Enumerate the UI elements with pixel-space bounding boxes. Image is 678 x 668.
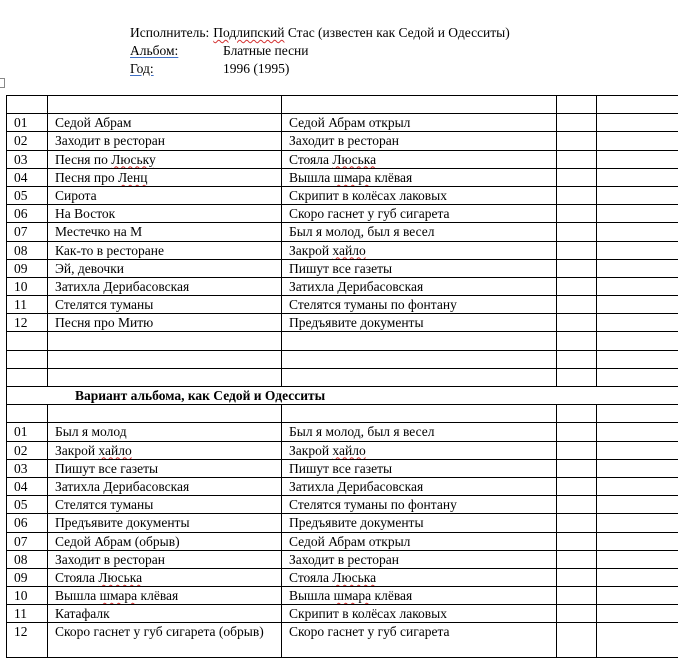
cell-extra bbox=[557, 259, 597, 277]
cell-title bbox=[48, 368, 282, 386]
track-number: 09 bbox=[7, 568, 48, 586]
table-row bbox=[7, 623, 678, 658]
cell-extra bbox=[557, 96, 597, 114]
track-number: 06 bbox=[7, 514, 48, 532]
document-header bbox=[130, 24, 510, 78]
cell-extra bbox=[597, 623, 678, 658]
table-row bbox=[7, 150, 678, 168]
table-row bbox=[7, 587, 678, 605]
cell-num bbox=[7, 350, 48, 368]
cell-extra bbox=[557, 441, 597, 459]
table-row bbox=[7, 314, 678, 332]
cell-extra bbox=[597, 350, 678, 368]
cell-extra bbox=[557, 568, 597, 586]
table-row bbox=[7, 387, 678, 405]
cell-extra bbox=[597, 459, 678, 477]
table-row bbox=[7, 223, 678, 241]
cell-extra bbox=[597, 205, 678, 223]
track-title: На Восток bbox=[48, 205, 282, 223]
table-row bbox=[7, 277, 678, 295]
track-title: Сирота bbox=[48, 186, 282, 204]
cell-extra bbox=[597, 277, 678, 295]
year-label: Год: bbox=[130, 61, 154, 76]
table-row bbox=[7, 296, 678, 314]
table-row bbox=[7, 441, 678, 459]
section-title: Вариант альбома, как Седой и Одесситы bbox=[7, 387, 678, 405]
track-first-line: Был я молод, был я весел bbox=[282, 223, 557, 241]
cell-extra bbox=[597, 477, 678, 495]
track-title: Как-то в ресторане bbox=[48, 241, 282, 259]
cell-extra bbox=[597, 314, 678, 332]
year-value: 1996 (1995) bbox=[223, 61, 290, 76]
track-title: Закрой хайло bbox=[48, 441, 282, 459]
track-first-line: Скоро гаснет у губ сигарета bbox=[282, 205, 557, 223]
cell-extra bbox=[597, 296, 678, 314]
cell-extra bbox=[597, 550, 678, 568]
cell-extra bbox=[557, 532, 597, 550]
track-first-line: Затихла Дерибасовская bbox=[282, 477, 557, 495]
track-title: Предъявите документы bbox=[48, 514, 282, 532]
track-number: 03 bbox=[7, 150, 48, 168]
cell-extra bbox=[597, 96, 678, 114]
track-number: 12 bbox=[7, 314, 48, 332]
track-first-line: Седой Абрам открыл bbox=[282, 532, 557, 550]
cell-first-line bbox=[282, 405, 557, 423]
cell-extra bbox=[557, 186, 597, 204]
track-number: 05 bbox=[7, 496, 48, 514]
tracklist-table bbox=[6, 95, 678, 658]
table-row bbox=[7, 96, 678, 114]
track-first-line: Стояла Люська bbox=[282, 150, 557, 168]
table-row bbox=[7, 514, 678, 532]
track-number: 08 bbox=[7, 550, 48, 568]
cell-extra bbox=[597, 168, 678, 186]
track-number: 04 bbox=[7, 477, 48, 495]
track-number: 11 bbox=[7, 605, 48, 623]
track-title: Песня по Люську bbox=[48, 150, 282, 168]
cell-extra bbox=[597, 532, 678, 550]
track-first-line: Вышла шмара клёвая bbox=[282, 168, 557, 186]
track-number: 02 bbox=[7, 441, 48, 459]
track-number: 03 bbox=[7, 459, 48, 477]
track-first-line: Скрипит в колёсах лаковых bbox=[282, 186, 557, 204]
cell-extra bbox=[597, 114, 678, 132]
album-line bbox=[130, 42, 510, 60]
cell-title bbox=[48, 96, 282, 114]
track-first-line: Седой Абрам открыл bbox=[282, 114, 557, 132]
cell-extra bbox=[557, 587, 597, 605]
track-first-line: Затихла Дерибасовская bbox=[282, 277, 557, 295]
track-first-line: Скрипит в колёсах лаковых bbox=[282, 605, 557, 623]
cell-first-line bbox=[282, 96, 557, 114]
cell-title bbox=[48, 332, 282, 350]
track-number: 11 bbox=[7, 296, 48, 314]
album-value: Блатные песни bbox=[223, 43, 309, 58]
track-number: 05 bbox=[7, 186, 48, 204]
cell-extra bbox=[557, 550, 597, 568]
cell-extra bbox=[557, 132, 597, 150]
track-title: Песня про Митю bbox=[48, 314, 282, 332]
cell-extra bbox=[557, 241, 597, 259]
table-row bbox=[7, 114, 678, 132]
track-title: Седой Абрам (обрыв) bbox=[48, 532, 282, 550]
track-number: 01 bbox=[7, 423, 48, 441]
cell-extra bbox=[557, 205, 597, 223]
cell-title bbox=[48, 405, 282, 423]
track-title: Затихла Дерибасовская bbox=[48, 277, 282, 295]
track-number: 09 bbox=[7, 259, 48, 277]
cell-num bbox=[7, 368, 48, 386]
table-row bbox=[7, 205, 678, 223]
track-first-line: Скоро гаснет у губ сигарета bbox=[282, 623, 557, 658]
table-row bbox=[7, 332, 678, 350]
track-title: Стояла Люська bbox=[48, 568, 282, 586]
track-first-line: Пишут все газеты bbox=[282, 259, 557, 277]
track-title: Заходит в ресторан bbox=[48, 132, 282, 150]
track-number: 12 bbox=[7, 623, 48, 658]
cell-extra bbox=[597, 423, 678, 441]
track-title: Вышла шмара клёвая bbox=[48, 587, 282, 605]
cell-extra bbox=[557, 605, 597, 623]
track-first-line: Предъявите документы bbox=[282, 314, 557, 332]
track-title: Песня про Ленц bbox=[48, 168, 282, 186]
track-number: 07 bbox=[7, 532, 48, 550]
cell-title bbox=[48, 350, 282, 368]
table-row bbox=[7, 459, 678, 477]
track-number: 06 bbox=[7, 205, 48, 223]
track-first-line: Стояла Люська bbox=[282, 568, 557, 586]
cell-extra bbox=[597, 186, 678, 204]
track-number: 10 bbox=[7, 277, 48, 295]
track-number: 04 bbox=[7, 168, 48, 186]
cell-extra bbox=[597, 568, 678, 586]
track-first-line: Заходит в ресторан bbox=[282, 550, 557, 568]
track-number: 08 bbox=[7, 241, 48, 259]
track-title: Местечко на М bbox=[48, 223, 282, 241]
cell-extra bbox=[557, 423, 597, 441]
table-row bbox=[7, 168, 678, 186]
cell-extra bbox=[557, 277, 597, 295]
track-title: Пишут все газеты bbox=[48, 459, 282, 477]
cell-extra bbox=[557, 223, 597, 241]
cell-extra bbox=[597, 368, 678, 386]
table-row bbox=[7, 259, 678, 277]
table-row bbox=[7, 532, 678, 550]
cell-extra bbox=[597, 132, 678, 150]
track-title: Стелятся туманы bbox=[48, 296, 282, 314]
table-row bbox=[7, 423, 678, 441]
track-first-line: Предъявите документы bbox=[282, 514, 557, 532]
cell-first-line bbox=[282, 332, 557, 350]
cell-num bbox=[7, 405, 48, 423]
cell-extra bbox=[557, 314, 597, 332]
track-first-line: Закрой хайло bbox=[282, 241, 557, 259]
track-first-line: Пишут все газеты bbox=[282, 459, 557, 477]
cell-extra bbox=[557, 296, 597, 314]
cell-extra bbox=[557, 496, 597, 514]
cell-first-line bbox=[282, 368, 557, 386]
track-first-line: Вышла шмара клёвая bbox=[282, 587, 557, 605]
table-anchor-icon bbox=[0, 78, 5, 88]
cell-extra bbox=[597, 150, 678, 168]
track-first-line: Закрой хайло bbox=[282, 441, 557, 459]
cell-extra bbox=[557, 623, 597, 658]
track-title: Был я молод bbox=[48, 423, 282, 441]
table-row bbox=[7, 186, 678, 204]
track-number: 02 bbox=[7, 132, 48, 150]
cell-extra bbox=[597, 441, 678, 459]
track-first-line: Стелятся туманы по фонтану bbox=[282, 296, 557, 314]
table-row bbox=[7, 496, 678, 514]
cell-extra bbox=[597, 241, 678, 259]
cell-extra bbox=[597, 496, 678, 514]
cell-extra bbox=[597, 332, 678, 350]
cell-first-line bbox=[282, 350, 557, 368]
year-line bbox=[130, 60, 510, 78]
track-first-line: Стелятся туманы по фонтану bbox=[282, 496, 557, 514]
cell-extra bbox=[557, 114, 597, 132]
table-row bbox=[7, 477, 678, 495]
performer-name: Подлипский bbox=[213, 25, 285, 40]
cell-extra bbox=[557, 332, 597, 350]
performer-label: Исполнитель: bbox=[130, 25, 210, 40]
table-row bbox=[7, 368, 678, 386]
table-row bbox=[7, 405, 678, 423]
cell-extra bbox=[557, 405, 597, 423]
table-row bbox=[7, 132, 678, 150]
table-row bbox=[7, 605, 678, 623]
cell-extra bbox=[597, 405, 678, 423]
track-title: Катафалк bbox=[48, 605, 282, 623]
album-label: Альбом: bbox=[130, 43, 179, 58]
track-number: 07 bbox=[7, 223, 48, 241]
track-title: Седой Абрам bbox=[48, 114, 282, 132]
cell-extra bbox=[597, 259, 678, 277]
cell-num bbox=[7, 96, 48, 114]
cell-extra bbox=[597, 605, 678, 623]
cell-extra bbox=[557, 168, 597, 186]
track-title: Скоро гаснет у губ сигарета (обрыв) bbox=[48, 623, 282, 658]
track-title: Эй, девочки bbox=[48, 259, 282, 277]
cell-extra bbox=[597, 587, 678, 605]
performer-line bbox=[130, 24, 510, 42]
cell-extra bbox=[557, 368, 597, 386]
performer-rest: Стас (известен как Седой и Одесситы) bbox=[284, 25, 510, 40]
cell-extra bbox=[557, 150, 597, 168]
track-number: 01 bbox=[7, 114, 48, 132]
cell-extra bbox=[557, 477, 597, 495]
table-row bbox=[7, 568, 678, 586]
track-title: Заходит в ресторан bbox=[48, 550, 282, 568]
track-first-line: Был я молод, был я весел bbox=[282, 423, 557, 441]
table-row bbox=[7, 350, 678, 368]
track-title: Затихла Дерибасовская bbox=[48, 477, 282, 495]
cell-extra bbox=[597, 223, 678, 241]
table-row bbox=[7, 550, 678, 568]
cell-extra bbox=[557, 514, 597, 532]
track-first-line: Заходит в ресторан bbox=[282, 132, 557, 150]
cell-extra bbox=[557, 459, 597, 477]
cell-num bbox=[7, 332, 48, 350]
track-title: Стелятся туманы bbox=[48, 496, 282, 514]
cell-extra bbox=[557, 350, 597, 368]
table-row bbox=[7, 241, 678, 259]
cell-extra bbox=[597, 514, 678, 532]
track-number: 10 bbox=[7, 587, 48, 605]
